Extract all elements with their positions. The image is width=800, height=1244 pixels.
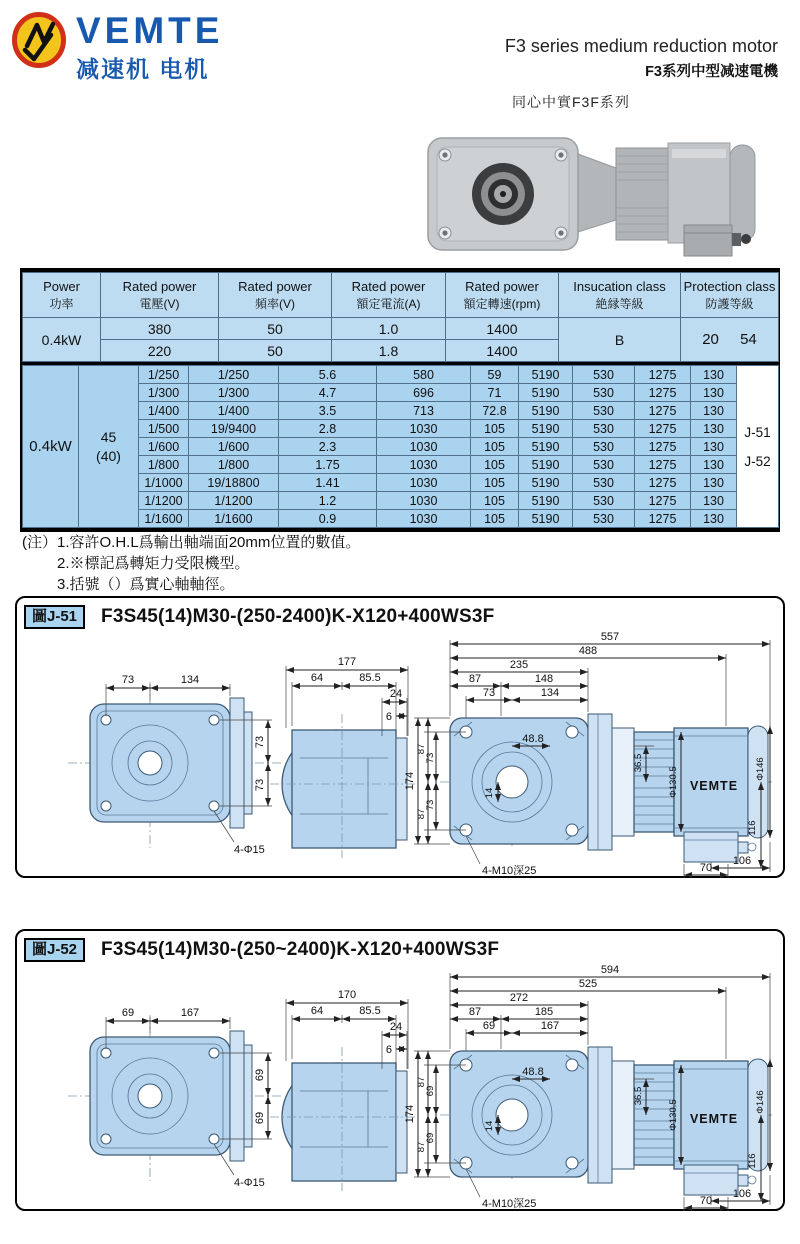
ratio-cell: 1030 — [377, 492, 471, 510]
svg-text:488: 488 — [578, 645, 598, 657]
ratio-cell: 1/500 — [139, 420, 189, 438]
ratio-cell: 5190 — [519, 492, 573, 510]
protection-cell: 20 54 — [681, 318, 779, 362]
ratio-cell: 1275 — [635, 510, 691, 528]
side-view — [270, 989, 418, 1191]
svg-text:170: 170 — [337, 989, 357, 1001]
ratio-cell: 130 — [691, 510, 737, 528]
ratio-cell: 1030 — [377, 456, 471, 474]
brand-text — [76, 12, 223, 84]
svg-text:Φ130.5: Φ130.5 — [668, 766, 679, 798]
ratio-cell: 1/600 — [189, 438, 279, 456]
svg-text:167: 167 — [540, 1020, 560, 1032]
ratio-cell: 1030 — [377, 474, 471, 492]
ratio-cell: 1/250 — [189, 366, 279, 384]
svg-text:14: 14 — [484, 787, 495, 799]
ratio-cell: 1275 — [635, 474, 691, 492]
ratio-cell: 0.9 — [279, 510, 377, 528]
svg-text:69: 69 — [254, 1068, 266, 1082]
note-line: 2.※標記爲轉矩力受限機型。 — [57, 555, 250, 572]
rating-header-row — [23, 273, 779, 318]
ratio-cell: 5.6 — [279, 366, 377, 384]
voltage-cell: 380 — [101, 318, 219, 340]
ratio-cell: 5190 — [519, 420, 573, 438]
power-cell: 0.4kW — [23, 366, 79, 528]
svg-text:87: 87 — [416, 808, 427, 820]
current-cell: 1.8 — [332, 340, 446, 362]
ratio-cell: 1030 — [377, 510, 471, 528]
ratio-cell: 530 — [573, 510, 635, 528]
ratio-cell: 72.8 — [471, 402, 519, 420]
svg-text:Φ130.5: Φ130.5 — [668, 1099, 679, 1131]
ratio-cell: 1.75 — [279, 456, 377, 474]
ratio-cell: 1030 — [377, 420, 471, 438]
svg-text:272: 272 — [509, 992, 529, 1004]
title-chinese: F3系列中型减速電機 — [645, 64, 778, 80]
figure-badge: 圖J-51 — [24, 605, 85, 630]
svg-text:48.8: 48.8 — [522, 1066, 544, 1078]
svg-text:85.5: 85.5 — [359, 672, 381, 684]
rating-table — [22, 272, 779, 362]
ratio-cell: 1/800 — [139, 456, 189, 474]
ratio-cell: 530 — [573, 456, 635, 474]
svg-text:14: 14 — [484, 1120, 495, 1132]
header-speed: Rated power 額定轉速(rpm) — [446, 273, 559, 318]
ratio-table — [22, 365, 779, 528]
svg-text:64: 64 — [310, 1005, 324, 1017]
ratio-cell: 530 — [573, 366, 635, 384]
ratio-cell: 130 — [691, 366, 737, 384]
ratio-cell: 1275 — [635, 456, 691, 474]
ratio-cell: 1275 — [635, 492, 691, 510]
figure-title: F3S45(14)M30-(250-2400)K-X120+400WS3F — [101, 606, 495, 627]
tap-callout: 4-M10深25 — [482, 865, 537, 877]
ratio-cell: 530 — [573, 474, 635, 492]
svg-text:557: 557 — [600, 632, 620, 643]
side-view — [270, 656, 418, 858]
svg-text:73: 73 — [425, 799, 436, 811]
svg-text:24: 24 — [389, 1021, 403, 1033]
notes-prefix: (注） — [22, 534, 57, 551]
brand-subtitle: 减速机 电机 — [76, 56, 210, 82]
ratio-cell: 1275 — [635, 402, 691, 420]
svg-text:73: 73 — [254, 735, 266, 749]
ratio-cell: 530 — [573, 420, 635, 438]
ratio-cell: 1/1600 — [189, 510, 279, 528]
ratio-cell: 130 — [691, 384, 737, 402]
frequency-cell: 50 — [219, 340, 332, 362]
ratio-cell: 713 — [377, 402, 471, 420]
ratio-cell: 580 — [377, 366, 471, 384]
power-cell: 0.4kW — [23, 318, 101, 362]
technical-drawing-j52 — [20, 965, 776, 1213]
voltage-cell: 220 — [101, 340, 219, 362]
ratio-cell: 1275 — [635, 384, 691, 402]
figure-badge: 圖J-52 — [24, 938, 85, 963]
svg-text:87: 87 — [468, 673, 482, 685]
brand-emblem-icon — [12, 12, 66, 70]
brand-logo — [12, 12, 223, 84]
header-voltage: Rated power 電壓(V) — [101, 273, 219, 318]
ratio-cell: 2.8 — [279, 420, 377, 438]
ratio-cell: 130 — [691, 474, 737, 492]
header-current: Rated power 額定電流(A) — [332, 273, 446, 318]
series-label: 同心中實F3F系列 — [512, 94, 630, 110]
ratio-cell: 5190 — [519, 402, 573, 420]
ratio-cell: 530 — [573, 492, 635, 510]
note-line: 3.括號（）爲實心軸軸徑。 — [57, 576, 235, 593]
svg-text:69: 69 — [425, 1132, 436, 1144]
insulation-cell: B — [559, 318, 681, 362]
front-view — [68, 674, 282, 856]
ratio-cell: 105 — [471, 456, 519, 474]
svg-text:87: 87 — [416, 1141, 427, 1153]
svg-text:177: 177 — [337, 656, 357, 668]
figure-ref-cell: J-51 J-52 — [737, 366, 779, 528]
ratio-cell: 4.7 — [279, 384, 377, 402]
svg-text:134: 134 — [540, 687, 560, 699]
hole-callout: 4-Φ15 — [234, 1177, 265, 1189]
ratio-cell: 71 — [471, 384, 519, 402]
ratio-cell: 5190 — [519, 438, 573, 456]
ratio-cell: 696 — [377, 384, 471, 402]
ratio-cell: 1/800 — [189, 456, 279, 474]
svg-text:Φ146: Φ146 — [755, 757, 766, 781]
svg-text:48.8: 48.8 — [522, 733, 544, 745]
ratio-cell: 1.41 — [279, 474, 377, 492]
svg-text:36.5: 36.5 — [633, 753, 644, 773]
svg-text:148: 148 — [534, 673, 554, 685]
svg-text:6: 6 — [385, 1044, 392, 1056]
ratio-cell: 530 — [573, 402, 635, 420]
ratio-cell: 1/400 — [189, 402, 279, 420]
assembly-view — [404, 632, 774, 878]
svg-text:73: 73 — [121, 674, 135, 686]
ratio-cell: 1/1600 — [139, 510, 189, 528]
svg-text:87: 87 — [468, 1006, 482, 1018]
ratio-cell: 130 — [691, 438, 737, 456]
ratio-cell: 1/1200 — [189, 492, 279, 510]
svg-text:69: 69 — [121, 1007, 135, 1019]
ratio-cell: 1/1000 — [139, 474, 189, 492]
svg-text:36.5: 36.5 — [633, 1086, 644, 1106]
hole-callout: 4-Φ15 — [234, 844, 265, 856]
svg-text:70: 70 — [699, 862, 713, 874]
ratio-cell: 2.3 — [279, 438, 377, 456]
motor-brand-label: VEMTE — [689, 1112, 739, 1126]
ratio-cell: 1.2 — [279, 492, 377, 510]
technical-drawing-j51 — [20, 632, 776, 880]
ratio-cell: 1030 — [377, 438, 471, 456]
figure-j52 — [15, 929, 785, 1211]
speed-cell: 1400 — [446, 318, 559, 340]
tap-callout: 4-M10深25 — [482, 1198, 537, 1210]
header-frequency: Rated power 頻率(V) — [219, 273, 332, 318]
svg-text:69: 69 — [482, 1020, 496, 1032]
svg-text:87: 87 — [416, 743, 427, 755]
svg-text:185: 185 — [534, 1006, 554, 1018]
svg-text:70: 70 — [699, 1195, 713, 1207]
ratio-cell: 105 — [471, 492, 519, 510]
svg-text:69: 69 — [425, 1085, 436, 1097]
ratio-cell: 5190 — [519, 384, 573, 402]
header-protection: Protection class 防護等級 — [681, 273, 779, 318]
svg-text:73: 73 — [254, 778, 266, 792]
ratio-cell: 1/250 — [139, 366, 189, 384]
speed-cell: 1400 — [446, 340, 559, 362]
ratio-row — [23, 366, 779, 384]
ratio-cell: 105 — [471, 420, 519, 438]
svg-text:73: 73 — [482, 687, 496, 699]
svg-text:525: 525 — [578, 978, 598, 990]
ratio-cell: 5190 — [519, 366, 573, 384]
ratio-cell: 1/300 — [139, 384, 189, 402]
ratio-cell: 105 — [471, 438, 519, 456]
ratio-cell: 5190 — [519, 474, 573, 492]
motor-brand-label: VEMTE — [689, 779, 739, 793]
ratio-cell: 5190 — [519, 510, 573, 528]
shaft-cell: 45 (40) — [79, 366, 139, 528]
ratio-cell: 130 — [691, 456, 737, 474]
product-photo — [400, 126, 760, 269]
ratio-cell: 105 — [471, 474, 519, 492]
front-view — [68, 1007, 282, 1189]
ratio-cell: 19/9400 — [189, 420, 279, 438]
brand-name: VEMTE — [76, 10, 224, 51]
svg-text:174: 174 — [404, 771, 416, 791]
ratio-cell: 1275 — [635, 366, 691, 384]
figure-title: F3S45(14)M30-(250~2400)K-X120+400WS3F — [101, 939, 500, 960]
assembly-view — [404, 965, 774, 1211]
ratio-cell: 1/600 — [139, 438, 189, 456]
ratio-cell: 530 — [573, 438, 635, 456]
notes — [22, 532, 360, 595]
ratio-cell: 19/18800 — [189, 474, 279, 492]
rating-row — [23, 318, 779, 340]
ratio-cell: 130 — [691, 420, 737, 438]
ratio-cell: 530 — [573, 384, 635, 402]
svg-text:174: 174 — [404, 1104, 416, 1124]
svg-text:73: 73 — [425, 752, 436, 764]
svg-text:167: 167 — [180, 1007, 200, 1019]
current-cell: 1.0 — [332, 318, 446, 340]
ratio-cell: 59 — [471, 366, 519, 384]
ratio-cell: 105 — [471, 510, 519, 528]
note-line: 1.容許O.H.L爲輸出軸端面20mm位置的數值。 — [57, 534, 361, 551]
svg-text:Φ146: Φ146 — [755, 1090, 766, 1114]
svg-text:106: 106 — [732, 855, 752, 867]
svg-text:134: 134 — [180, 674, 200, 686]
figure-j51 — [15, 596, 785, 878]
spec-tables — [20, 268, 780, 532]
ratio-cell: 130 — [691, 492, 737, 510]
ratio-cell: 1/300 — [189, 384, 279, 402]
ratio-cell: 130 — [691, 402, 737, 420]
ratio-cell: 3.5 — [279, 402, 377, 420]
svg-text:594: 594 — [600, 965, 620, 976]
svg-text:64: 64 — [310, 672, 324, 684]
svg-text:87: 87 — [416, 1076, 427, 1088]
svg-text:69: 69 — [254, 1111, 266, 1125]
svg-text:116: 116 — [747, 1153, 758, 1169]
title-english: F3 series medium reduction motor — [504, 36, 778, 56]
header-insulation: Insucation class 絶縁等級 — [559, 273, 681, 318]
svg-text:116: 116 — [747, 820, 758, 836]
ratio-cell: 1/400 — [139, 402, 189, 420]
ratio-cell: 5190 — [519, 456, 573, 474]
svg-text:235: 235 — [509, 659, 529, 671]
ratio-cell: 1275 — [635, 420, 691, 438]
svg-text:24: 24 — [389, 688, 403, 700]
svg-text:106: 106 — [732, 1188, 752, 1200]
svg-text:85.5: 85.5 — [359, 1005, 381, 1017]
page-title — [505, 36, 778, 81]
ratio-cell: 1275 — [635, 438, 691, 456]
svg-text:6: 6 — [385, 711, 392, 723]
frequency-cell: 50 — [219, 318, 332, 340]
header-power: Power 功率 — [23, 273, 101, 318]
ratio-cell: 1/1200 — [139, 492, 189, 510]
